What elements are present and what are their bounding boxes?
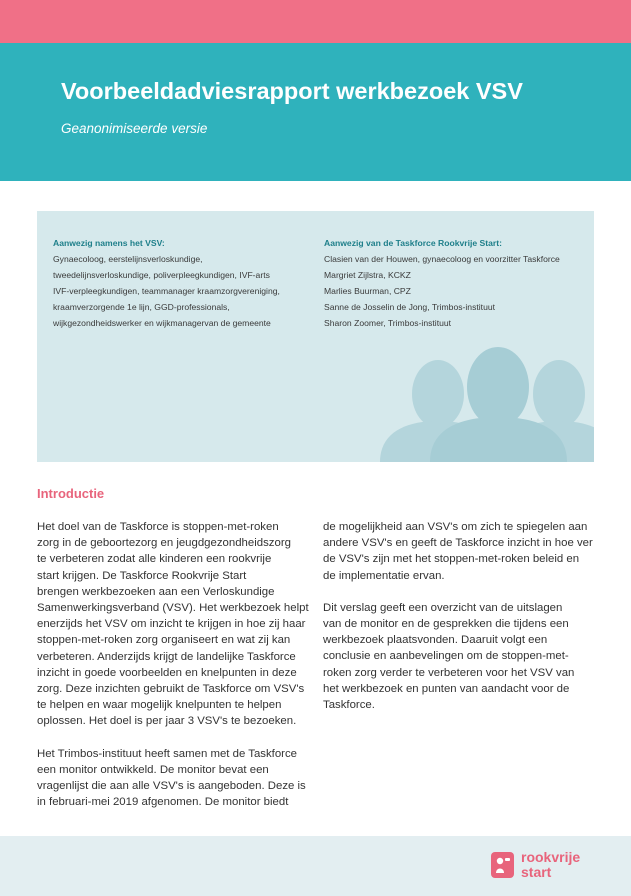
text-line: conclusie en aanbevelingen om de stoppen-met- [323,650,569,663]
text-line: zorg. Deze inzichten gebruikt de Taskforce om VSV's [37,683,305,696]
text-line: Het doel van de Taskforce is stoppen-met-roken [37,521,279,533]
text-line: Taskforce. [323,699,375,712]
text-line: de VSV's zijn met het stoppen-met-roken beleid en [323,553,580,566]
text-line: brengen werkbezoeken aan een Verloskundige [37,585,275,598]
text-line: van de monitor en de gesprekken die tijdens een [323,618,569,631]
taskforce-attendee-line: Clasien van der Houwen, gynaecoloog en voorzitter Taskforce [324,254,560,264]
text-line: Samenwerkingsverband (VSV). Het werkbezoek helpt [37,602,309,615]
vsv-attendee-line: IVF-verpleegkundigen, teammanager kraamzorgvereniging, [53,286,280,296]
text-line: oplossen. Het doel is per jaar 3 VSV's te bezoeken. [37,715,297,728]
vsv-attendee-line: kraamverzorgende 1e lijn, GGD-professionals, [53,302,230,312]
logo-line-1: rookvrije [521,849,581,865]
intro-paragraph [323,519,603,584]
text-line: te verbeteren zodat alle kinderen een rookvrije [37,553,272,566]
vsv-attendee-line: tweedelijnsverloskundige, poliverpleegkundigen, IVF-arts [53,270,270,280]
taskforce-attendee-line: Sharon Zoomer, Trimbos-instituut [324,318,452,328]
vsv-attendee-line: Gynaecoloog, eerstelijnsverloskundige, [53,254,203,264]
taskforce-attendees-heading: Aanwezig van de Taskforce Rookvrije Start: [324,238,502,248]
intro-paragraph [323,600,603,713]
text-line: Dit verslag geeft een overzicht van de uitslagen [323,601,563,614]
text-line: in februari-mei 2019 afgenomen. De monitor biedt [37,796,289,809]
rookvrije-start-logo-icon [491,852,514,878]
page-subtitle: Geanonimiseerde versie [61,121,208,136]
text-line: het werkbezoek en punten van aandacht voor de [323,682,570,695]
text-line: de implementatie ervan. [323,569,445,582]
text-line: start krijgen. De Taskforce Rookvrije Start [37,569,247,582]
text-line: inzicht in goede voorbeelden en knelpunten in deze [37,666,297,679]
text-line: verbeteren. Anderzijds krijgt de landelijke Taskforce [37,650,296,663]
logo-wordmark [521,850,580,880]
taskforce-attendee-line: Margriet Zijlstra, KCKZ [324,270,411,280]
text-line: een monitor ontwikkeld. De monitor bevat een [37,763,269,776]
intro-column-right [323,519,603,713]
intro-column-left [37,519,309,810]
taskforce-attendee-line: Sanne de Josselin de Jong, Trimbos-instituut [324,302,496,312]
text-line: stoppen-met-roken zorg organiseert en wat zij kan [37,634,291,647]
vsv-attendees [53,235,308,331]
text-line: vragenlijst die aan alle VSV's is aangeboden. Deze is [37,780,306,793]
rookvrije-start-logo [491,851,601,885]
intro-paragraph [37,746,306,811]
attendance-box [37,211,594,462]
text-line: roken zorg verder te verbeteren voor het VSV van [323,666,575,679]
text-line: enerzijds het VSV om inzicht te krijgen in hoe zij haar [37,618,306,631]
taskforce-attendee-line: Marlies Buurman, CPZ [324,286,411,296]
vsv-attendees-heading: Aanwezig namens het VSV: [53,238,165,248]
text-line: Het Trimbos-instituut heeft samen met de Taskforce [37,747,297,760]
text-line: de mogelijkheid aan VSV's om zich te spiegelen aan [323,521,588,533]
page-title: Voorbeeldadviesrapport werkbezoek VSV [61,78,523,104]
vsv-attendee-line: wijkgezondheidswerker en wijkmanagervan de gemeente [53,318,271,328]
header-band [0,43,631,181]
text-line: te helpen en waar mogelijk knelpunten te helpen [37,699,282,712]
intro-paragraph [37,519,309,730]
logo-line-2: start [521,864,552,880]
text-line: werkbezoek plaatsvonden. Daaruit volgt een [323,634,548,647]
top-accent-bar [0,0,631,43]
section-heading-introductie: Introductie [37,486,105,501]
taskforce-attendees [324,235,589,331]
text-line: andere VSV's en geeft de Taskforce inzicht in hoe ver [323,537,593,550]
text-line: zorg in de geboortezorg en jeugdgezondheidszorg [37,537,291,550]
